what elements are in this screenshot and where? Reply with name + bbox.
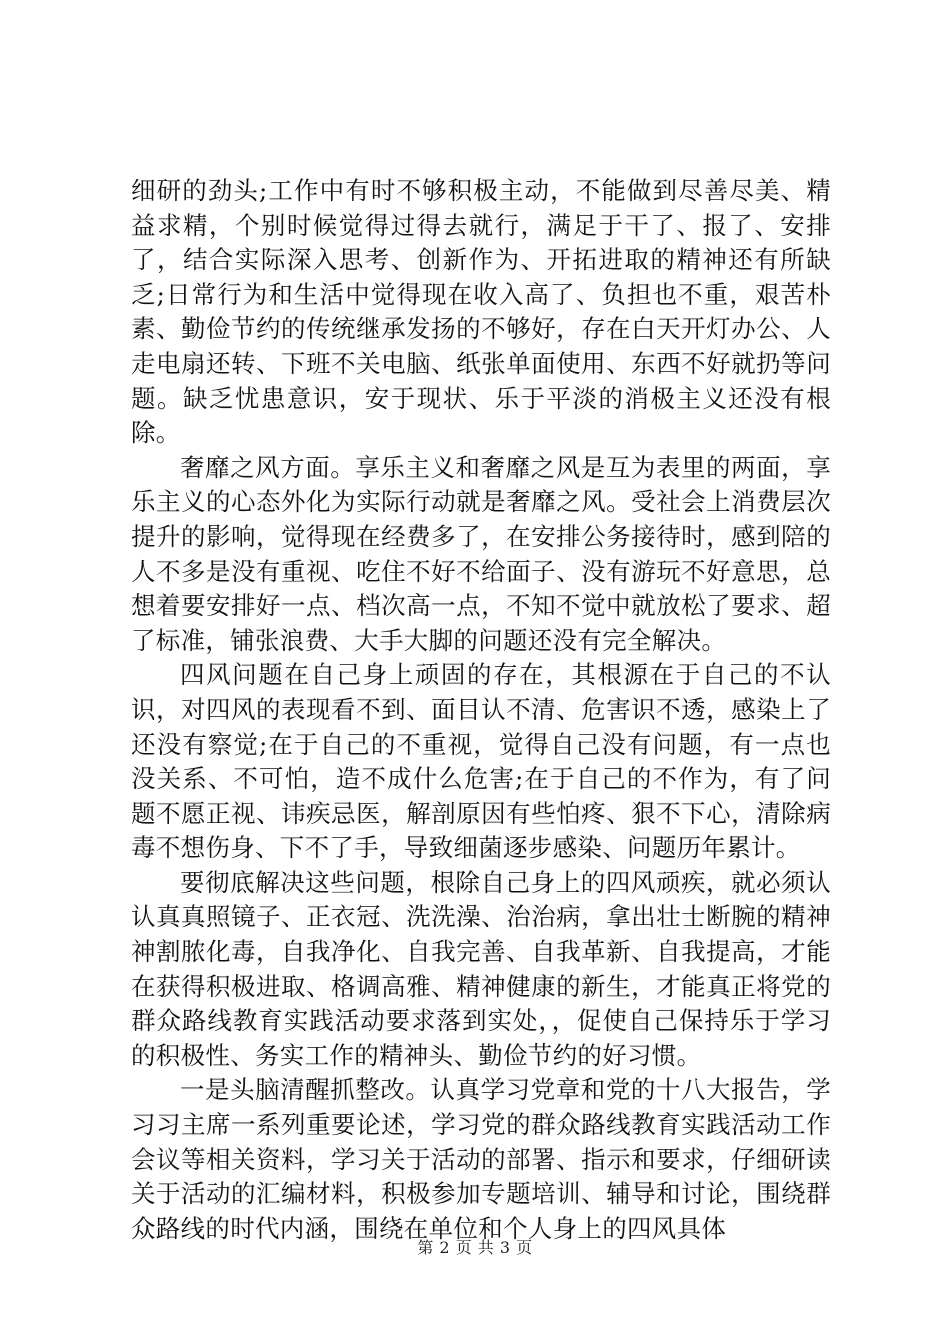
document-body — [131, 174, 831, 1246]
page-number-footer: 第 2 页 共 3 页 — [417, 1238, 533, 1257]
paragraph-2: 奢靡之风方面。享乐主义和奢靡之风是互为表里的两面，享乐主义的心态外化为实际行动就是奢靡之风。受社会上消费层次提升的影响，觉得现在经费多了，在安排公务接待时，感到陪的人不多是没有重视、吃住不好不给面子、没有游玩不好意思，总想着要安排好一点、档次高一点，不知不觉中就放松了要求、超了标准，铺张浪费、大手大脚的问题还没有完全解决。 — [131, 452, 831, 655]
paragraph-4: 要彻底解决这些问题，根除自己身上的四风顽疾，就必须认认真真照镜子、正衣冠、洗洗澡、治治病，拿出壮士断腕的精神神割脓化毒，自我净化、自我完善、自我革新、自我提高，才能在获得积极进取、格调高雅、精神健康的新生，才能真正将党的群众路线教育实践活动要求落到实处，，促使自己保持乐于学习的积极性、务实工作的精神头、勤俭节约的好习惯。 — [131, 867, 831, 1070]
paragraph-1: 细研的劲头;工作中有时不够积极主动，不能做到尽善尽美、精益求精，个别时候觉得过得去就行，满足于干了、报了、安排了，结合实际深入思考、创新作为、开拓进取的精神还有所缺乏;日常行为和生活中觉得现在收入高了、负担也不重，艰苦朴素、勤俭节约的传统继承发扬的不够好，存在白天开灯办公、人走电扇还转、下班不关电脑、纸张单面使用、东西不好就扔等问题。缺乏忧患意识，安于现状、乐于平淡的消极主义还没有根除。 — [131, 176, 831, 448]
paragraph-5: 一是头脑清醒抓整改。认真学习党章和党的十八大报告，学习习主席一系列重要论述，学习党的群众路线教育实践活动工作会议等相关资料，学习关于活动的部署、指示和要求，仔细研读关于活动的汇编材料，积极参加专题培训、辅导和讨论，围绕群众路线的时代内涵，围绕在单位和个人身上的四风具体 — [131, 1075, 831, 1243]
paragraph-3: 四风问题在自己身上顽固的存在，其根源在于自己的不认识，对四风的表现看不到、面目认不清、危害识不透，感染上了还没有察觉;在于自己的不重视，觉得自己没有问题，有一点也没关系、不可怕，造不成什么危害;在于自己的不作为，有了问题不愿正视、讳疾忌医，解剖原因有些怕疼、狠不下心，清除病毒不想伤身、下不了手，导致细菌逐步感染、问题历年累计。 — [131, 660, 831, 863]
